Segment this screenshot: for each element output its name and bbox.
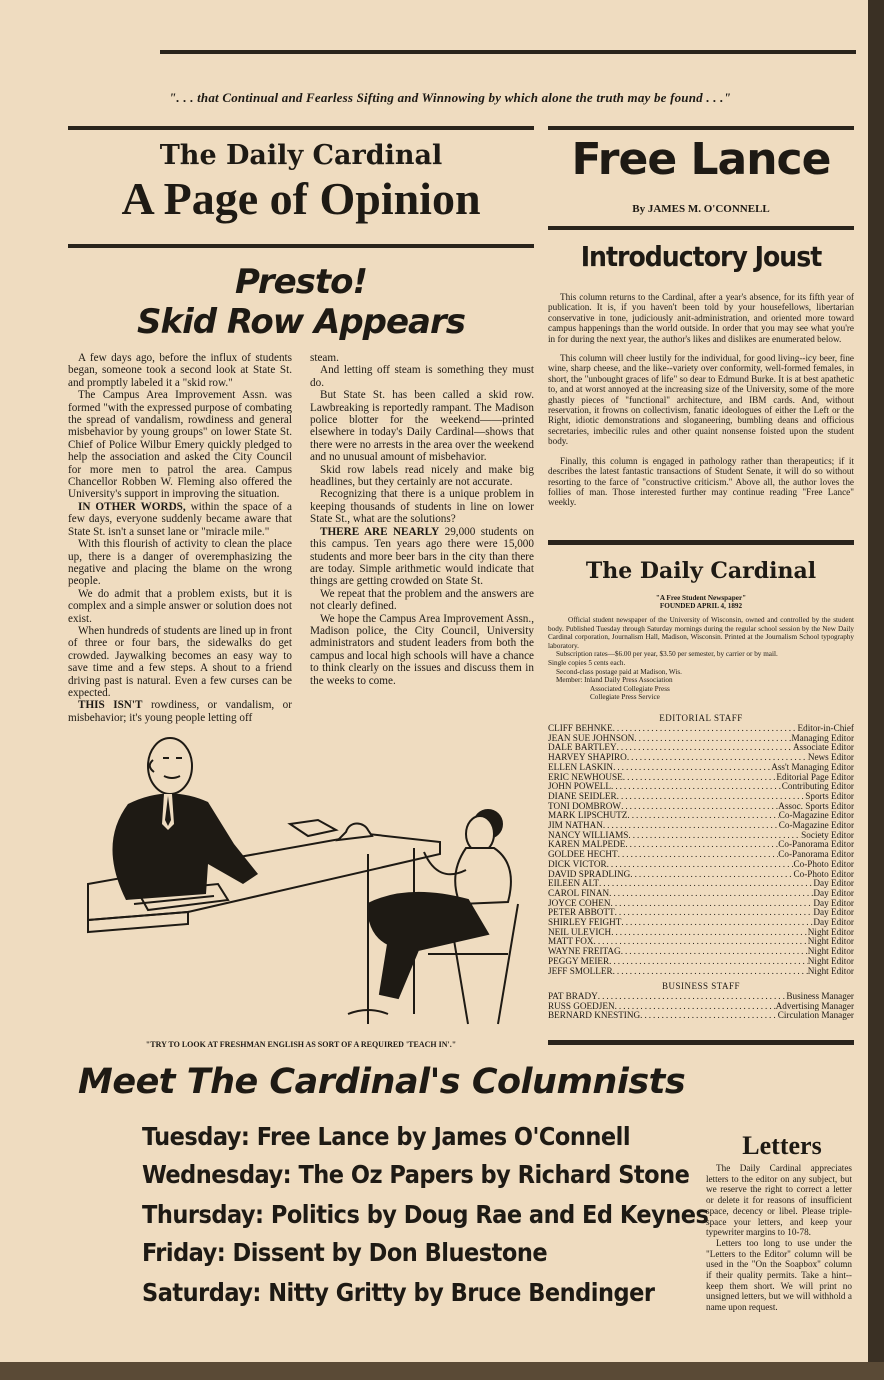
editorial-left-column [68, 352, 292, 724]
staff-name: PAT BRADY [548, 991, 598, 1001]
leader-dots [615, 908, 814, 918]
editorial-paragraph: Recognizing that there is a unique problem in keeping thousands of students in line on lower State St., what are the solutions? [310, 488, 534, 526]
staff-title: Night Editor [807, 926, 854, 937]
leader-dots [628, 831, 801, 841]
editorial-headline-1: Presto! [234, 262, 368, 302]
staff-name: RUSS GOEDJEN [548, 1000, 615, 1011]
staffbox-member: Member: Inland Daily Press Association [556, 676, 673, 685]
leader-dots [634, 734, 791, 744]
editorial-paragraph: When hundreds of students are lined up in front of three or four bars, the sidewalks do get crowded. Jaywalking becomes an easy way to save time and a few steps. A shout to a friend driving past is natural. Even a few curses can be expected. [68, 624, 292, 699]
editorial-paragraph: We hope the Campus Area Improvement Assn., Madison police, the City Council, University administrators and student leaders from both the campus and local high schools will have a chance to think clearly on the issues and discuss them in the weeks to come. [310, 612, 534, 687]
leader-dots [613, 763, 771, 773]
columnist-line: Wednesday: The Oz Papers by Richard Stone [142, 1160, 690, 1189]
staff-name: BERNARD KNESTING [548, 1010, 641, 1021]
staff-title: Co-Panorama Editor [778, 849, 854, 860]
letters-paragraph: The Daily Cardinal appreciates letters to the editor on any subject, but we reserve the right to correct a letter or delete it for reasons of insufficient space, decency or libel. Please triple-space your letters, and keep your typewriter margins to 10-78. [706, 1163, 852, 1238]
letters-title: Letters [742, 1131, 822, 1160]
editorial-paragraph: We repeat that the problem and the answers are not clearly defined. [310, 587, 534, 613]
staff-title: Managing Editor [791, 732, 854, 743]
leader-dots [607, 860, 794, 870]
staff-title: Day Editor [813, 887, 854, 898]
editorial-paragraph: Skid row labels read nicely and make big headlines, but they certainly are not accurate. [310, 463, 534, 489]
leader-dots [627, 811, 778, 821]
staff-name: JEAN SUE JOHNSON [548, 732, 635, 743]
editorial-paragraph [68, 699, 292, 724]
leader-dots [617, 792, 806, 802]
leader-dots [621, 947, 808, 957]
leader-dots [621, 802, 778, 812]
staff-title: Night Editor [807, 936, 854, 947]
staff-name: GOLDEE HECHT [548, 849, 618, 860]
staffbox-tagline: "A Free Student Newspaper" [655, 594, 747, 602]
staffbox-description: Official student newspaper of the University of Wisconsin, owned and controlled by the student body. Published Tuesday through Saturday mornings during the regular school session by the New Daily Cardinal corporation, Journalism Hall, Madison, Wisconsin. Printed at the Journalism School typography laboratory. [548, 616, 854, 650]
editorial-paragraph [310, 526, 534, 588]
staff-name: HARVEY SHAPIRO [548, 752, 627, 763]
lead-in: IN OTHER WORDS, [78, 500, 186, 513]
staff-name: DIANE SEIDLER [548, 790, 617, 801]
leader-dots [640, 1011, 778, 1021]
editorial-paragraph: steam. [310, 352, 339, 364]
staff-title: Day Editor [813, 897, 854, 908]
leader-dots [598, 992, 787, 1002]
paper-name: The Daily Cardinal [159, 140, 443, 171]
staff-title: Co-Photo Editor [793, 868, 854, 879]
editorial-paragraph: We do admit that a problem exists, but it is complex and a simple answer or solution does not exist. [68, 587, 292, 625]
page-edge-bottom [0, 1362, 884, 1380]
letters-body [706, 1163, 852, 1313]
staff-title: Co-Magazine Editor [778, 820, 854, 831]
staff-row [548, 1011, 854, 1021]
staffbox-member2: Associated Collegiate Press [590, 684, 670, 693]
staff-title: Ass't Managing Editor [771, 761, 854, 772]
staff-name: CLIFF BEHNKE [548, 723, 613, 733]
editorial-paragraph: But State St. has been called a skid row. Lawbreaking is reportedly rampant. The Madison police blotter for the weekend——printed elsewhere in today's Daily Cardinal—shows that there were no arrests in the area over the weekend and no unusual amount of misbehavior. [310, 389, 534, 464]
editorial-paragraph: And letting off steam is something they must do. [310, 364, 534, 389]
staff-title: Night Editor [807, 946, 854, 957]
staff-title: Contributing Editor [781, 781, 854, 792]
staff-title: Night Editor [807, 965, 854, 976]
leader-dots [594, 937, 808, 947]
staffbox-single: Single copies 5 cents each. [548, 658, 626, 667]
leader-dots [613, 967, 808, 977]
staff-name: NANCY WILLIAMS [548, 829, 629, 840]
columnist-line: Tuesday: Free Lance by James O'Connell [142, 1122, 631, 1151]
leader-dots [625, 840, 778, 850]
staff-name: EILEEN ALT [548, 878, 599, 889]
staff-name: NEIL ULEVICH [548, 926, 612, 937]
masthead-rule-top [68, 126, 534, 130]
columnists-heading: Meet The Cardinal's Columnists [78, 1062, 686, 1102]
leader-dots [617, 743, 793, 753]
staff-title: Editorial Page Editor [776, 771, 854, 782]
staffbox-postage: Second-class postage paid at Madison, Wis. [556, 667, 682, 676]
staff-title: Editor-in-Chief [797, 723, 854, 733]
staffbox-rule [548, 540, 854, 545]
editorial-right-column [310, 352, 534, 687]
staff-name: ERIC NEWHOUSE [548, 771, 623, 782]
staff-name: JEFF SMOLLER [548, 965, 613, 976]
staff-title: Day Editor [813, 917, 854, 928]
staff-name: JIM NATHAN [548, 820, 603, 831]
editorial-paragraph: The Campus Area Improvement Assn. was formed "with the expressed purpose of combating the spread of vandalism, rowdiness and general misbehavior by young groups" on lower State St. Chief of Police Wilbur Emery quickly pledged to help the association and asked the City Council for more men to patrol the area. Campus Chancellor Robben W. Fleming also offered the University's support in improving the situation. [68, 389, 292, 501]
staff-name: DALE BARTLEY [548, 742, 617, 753]
masthead-motto: ". . . that Continual and Fearless Sifting and Winnowing by which alone the truth may be found . . ." [169, 90, 731, 105]
staffbox-name: The Daily Cardinal [585, 558, 817, 584]
staff-title: Night Editor [807, 955, 854, 966]
leader-dots [623, 773, 777, 783]
leader-dots [618, 850, 779, 860]
leader-dots [613, 724, 798, 734]
editorial-staff-heading: EDITORIAL STAFF [659, 713, 743, 723]
staff-title: Co-Photo Editor [793, 858, 854, 869]
freelance-headline: Introductory Joust [580, 240, 822, 273]
leader-dots [599, 879, 813, 889]
staff-title: Day Editor [813, 907, 854, 918]
editorial-text: rowdiness, or vandalism, or misbehavior; it's young people letting off [68, 699, 292, 724]
editorial-paragraph [68, 501, 292, 538]
top-rule [160, 50, 856, 54]
staff-name: SHIRLEY FEIGHT [548, 917, 622, 928]
staffbox-subscription: Subscription rates—$6.00 per year, $3.50 per semester, by carrier or by mail. [556, 650, 778, 659]
staff-name: JOHN POWELL [548, 781, 612, 792]
leader-dots [603, 821, 779, 831]
leader-dots [630, 870, 793, 880]
staff-name: CAROL FINAN [548, 887, 610, 898]
staff-name: ELLEN LASKIN [548, 761, 614, 772]
staff-title: Day Editor [813, 878, 854, 889]
staff-name: PEGGY MEIER [548, 955, 610, 966]
staff-title: Advertising Manager [775, 1000, 854, 1011]
staffbox-member3: Collegiate Press Service [590, 693, 660, 702]
freelance-rule-bottom [548, 226, 854, 230]
business-staff-list [548, 992, 854, 1021]
freelance-byline: By JAMES M. O'CONNELL [632, 203, 770, 215]
editorial-paragraph: A few days ago, before the influx of students began, someone took a second look at State St. and promptly labeled it a "skid row." [68, 352, 292, 389]
leader-dots [609, 889, 813, 899]
staff-title: Co-Panorama Editor [778, 839, 854, 850]
masthead-rule-bottom [68, 244, 534, 248]
staff-title: News Editor [807, 752, 854, 763]
freelance-paragraph: This column will cheer lustily for the individual, for good living--icy beer, fine wine, sharp cheese, and the like--variety over conformity, well-formed females, in short, the "unbought graces of life" so dear to Edmund Burke. It is at best apathetic to, and at worst annoyed at the increasing size of the University, some of the more ghastly pieces of "functional" architecture, and IBM cards. And, without reservation, it frowns on collectivism, fanatic ideologues of either the Left or the Right, idiotic demonstrations and sloganeering, bumbling deans and officious secretaries, imbecilic rules and other quaint nonsense foisted upon the student body. [548, 353, 854, 447]
leader-dots [621, 918, 813, 928]
lead-in: THERE ARE NEARLY [320, 525, 440, 538]
leader-dots [611, 782, 782, 792]
staffbox-info [548, 616, 854, 702]
editorial-paragraph: With this flourish of activity to clean the place up, there is a danger of overemphasizing the negative and placing the blame on the wrong people. [68, 538, 292, 588]
staff-title: Co-Magazine Editor [778, 810, 854, 821]
columnist-line: Thursday: Politics by Doug Rae and Ed Keynes [142, 1200, 709, 1229]
staff-name: WAYNE FREITAG [548, 946, 621, 957]
leader-dots [611, 928, 808, 938]
freelance-body [548, 292, 854, 517]
freelance-paragraph: This column returns to the Cardinal, after a year's absence, for its fifth year of publication. It is, if you haven't been told by your housefellows, libertarian conservative in tone, judiciously anit-administration, and oriented more toward campus happenings than the world outside. In order that you may see what you're in for during the next year, the author's likes and dislikes are enumerated below. [548, 292, 854, 344]
staff-title: Assoc. Sports Editor [778, 800, 854, 811]
columnists-rule [548, 1040, 854, 1045]
staff-name: KAREN MALPEDE [548, 839, 626, 850]
staff-name: DICK VICTOR [548, 858, 607, 869]
staff-name: JOYCE COHEN [548, 897, 611, 908]
staff-row [548, 967, 854, 977]
lead-in: THIS ISN'T [78, 699, 143, 712]
staff-title: Sports Editor [805, 790, 854, 801]
staff-title: Circulation Manager [777, 1010, 854, 1021]
freelance-title: Free Lance [571, 134, 831, 185]
staff-title: Society Editor [801, 829, 854, 840]
editorial-text: within the space of a few days, everyone suddenly became aware that State St. isn't a sunset lane or "miracle mile." [68, 500, 292, 538]
staff-name: DAVID SPRADLING [548, 868, 631, 879]
leader-dots [609, 957, 808, 967]
editorial-staff-list [548, 724, 854, 976]
leader-dots [611, 899, 814, 909]
business-staff-heading: BUSINESS STAFF [661, 981, 741, 991]
staff-name: MARK LIPSCHUTZ [548, 810, 628, 821]
columnist-line: Friday: Dissent by Don Bluestone [142, 1238, 548, 1267]
freelance-rule-top [548, 126, 854, 130]
staff-name: TONI DOMBROW [548, 800, 622, 811]
staff-title: Business Manager [786, 991, 854, 1001]
staffbox-founded: FOUNDED APRIL 4, 1892 [659, 602, 743, 610]
staff-name: MATT FOX [548, 936, 594, 947]
editorial-cartoon [68, 724, 534, 1038]
page-title: A Page of Opinion [121, 173, 481, 224]
editorial-headline-2: Skid Row Appears [136, 302, 466, 342]
cartoon-caption: "TRY TO LOOK AT FRESHMAN ENGLISH AS SORT OF A REQUIRED 'TEACH IN'." [145, 1040, 457, 1049]
page-edge-right [868, 0, 884, 1380]
editorial-text: 29,000 students on this campus. Ten years ago there were 15,000 students and more beer bars in the city than there are today. Simple arithmetic would indicate that things are getting crowded on State St. [310, 525, 535, 588]
staff-title: Associate Editor [793, 742, 854, 753]
columnist-line: Saturday: Nitty Gritty by Bruce Bendinger [142, 1278, 655, 1307]
freelance-paragraph: Finally, this column is engaged in pathology rather than therapeutics; if it describes the latest fantastic transactions of Student Senate, it will do so without resorting to the farce of "constructive criticism." Above all, the author loves the follies of man. Those interested further may continue reading "Free Lance" weekly. [548, 455, 854, 508]
staff-name: PETER ABBOTT [548, 907, 615, 918]
letters-paragraph: Letters too long to use under the "Letters to the Editor" column will be used in the "On the Soapbox" column if their quality permits. Take a hint--keep them short. We will print no unsigned letters, but we will withhold a name upon request. [706, 1237, 852, 1313]
